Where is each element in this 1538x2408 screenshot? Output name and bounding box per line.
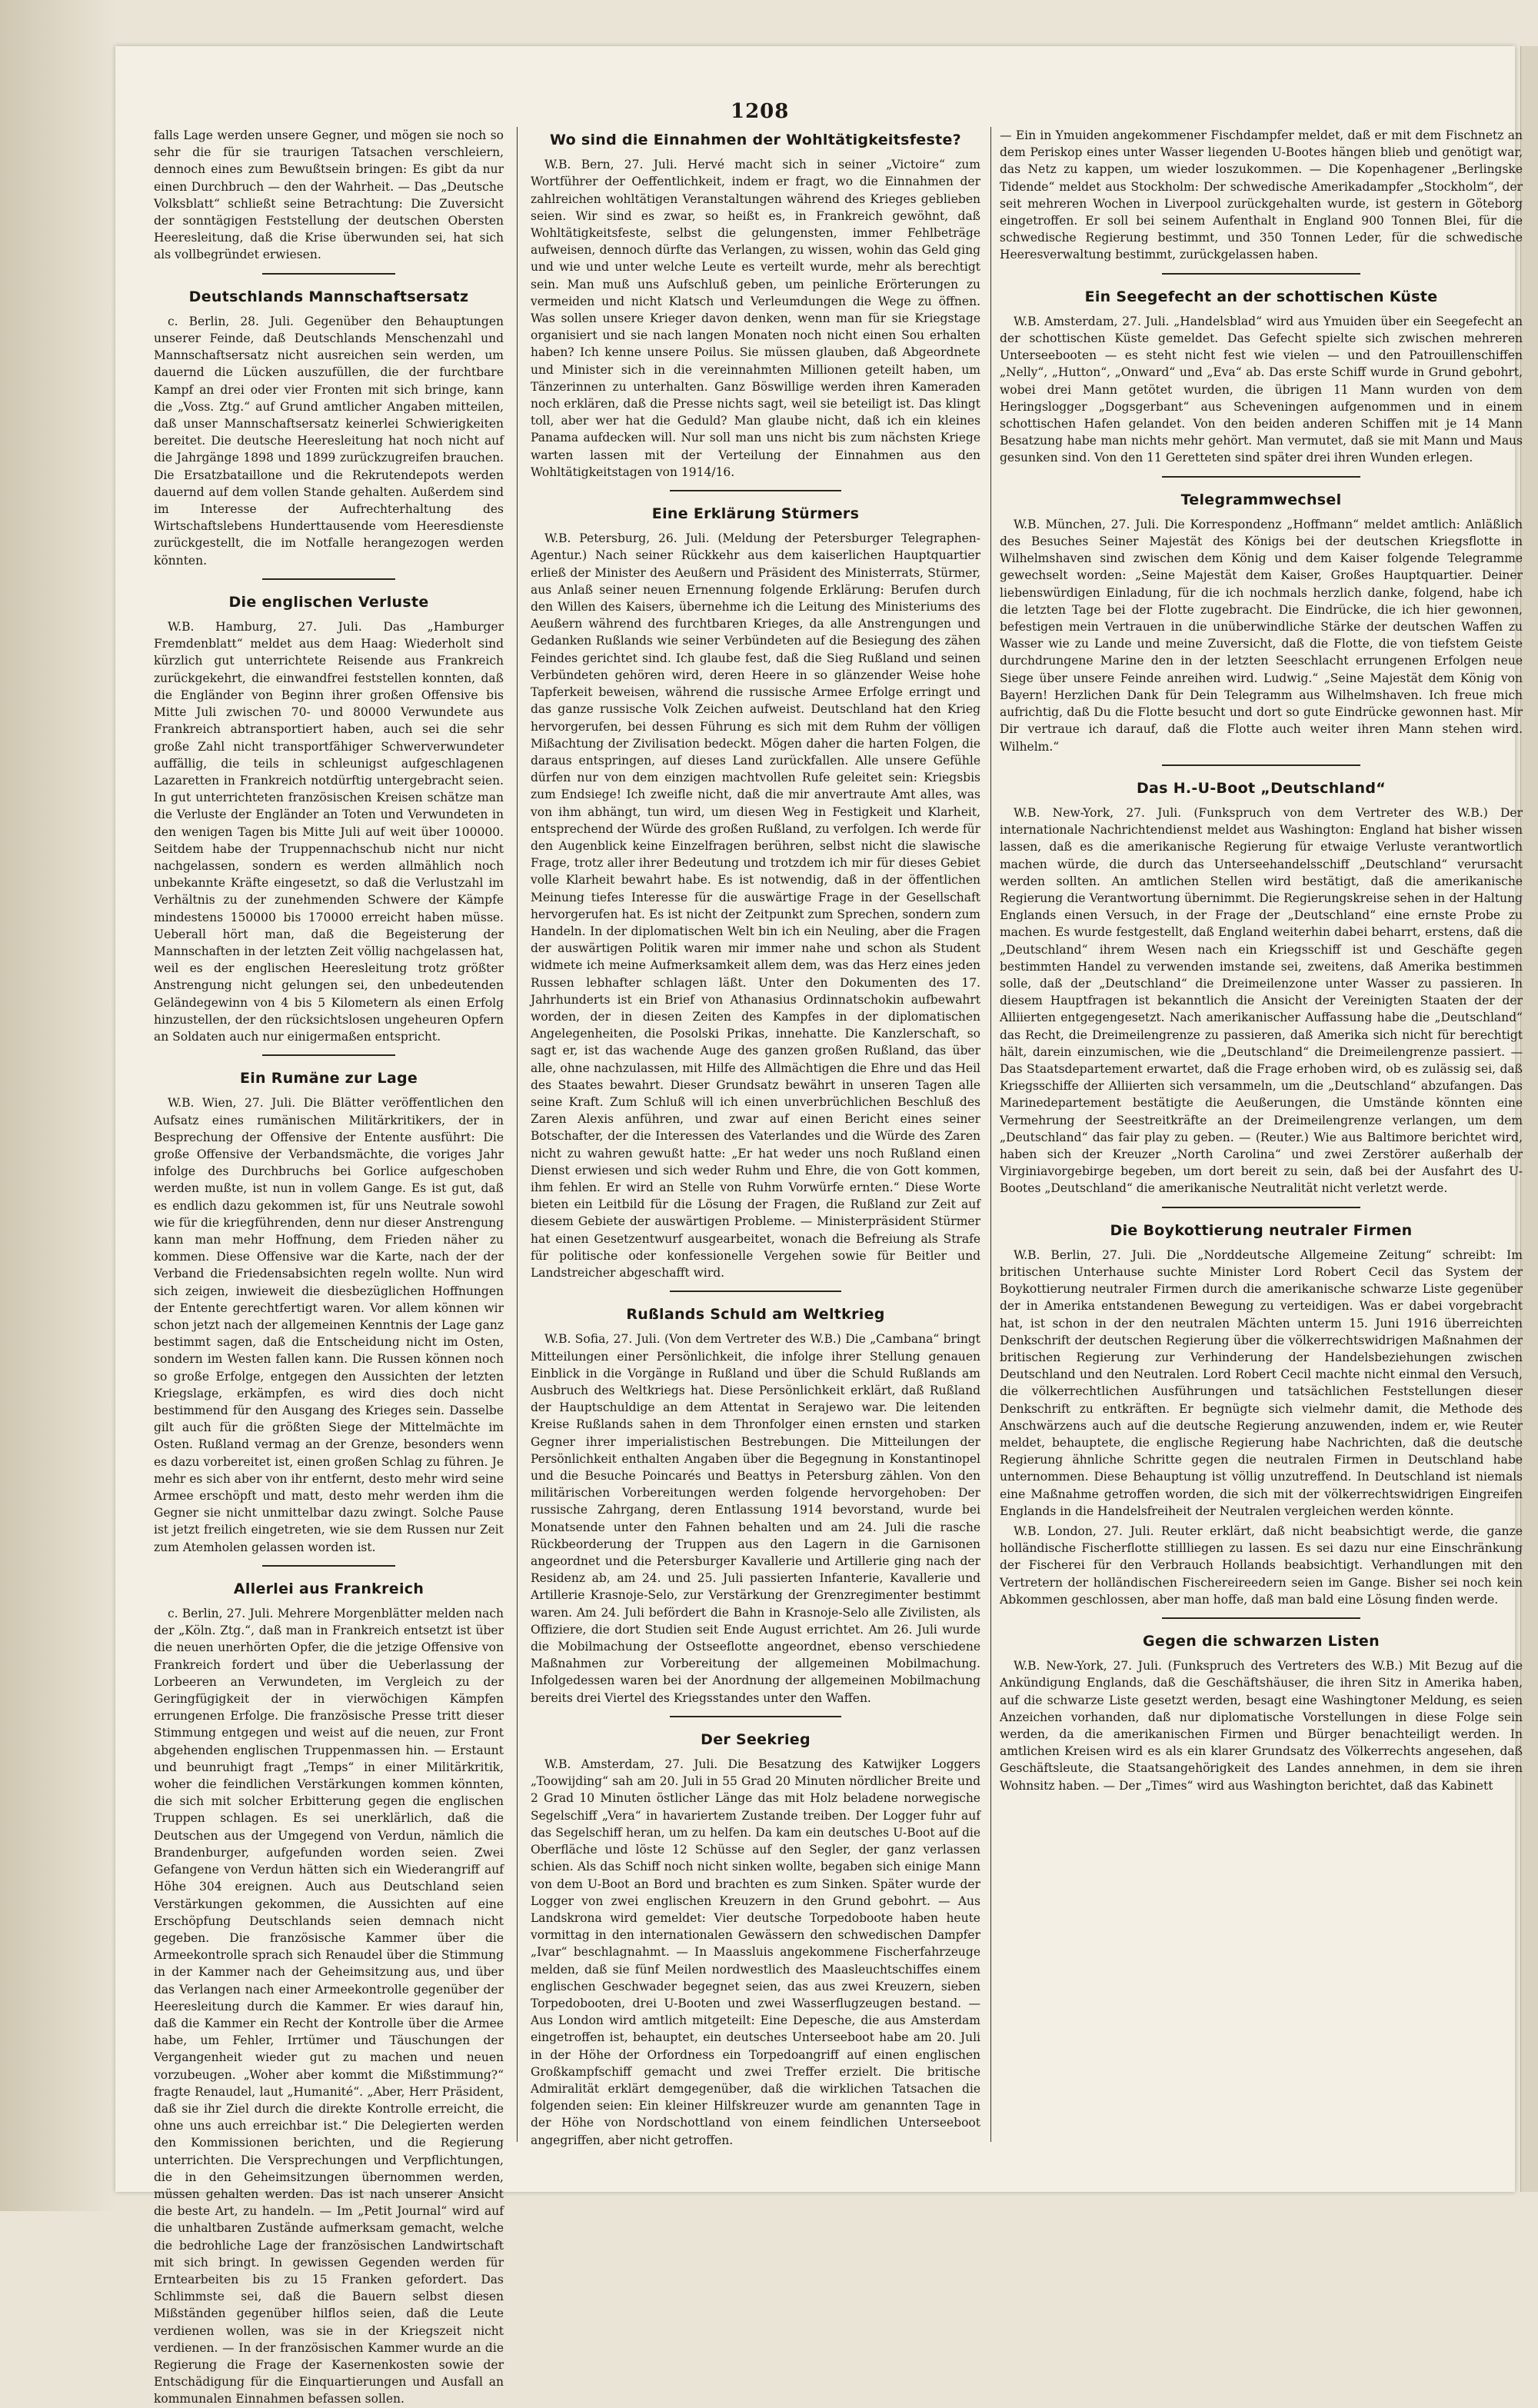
article-separator: [670, 1291, 841, 1292]
article-separator: [1162, 1207, 1360, 1208]
article-paragraph: W.B. Berlin, 27. Juli. Die „Norddeutsche Allgemeine Zeitung“ schreibt: Im britischen Unterhause suchte Minister Lord Robert Cecil das System der Boykottierung neutraler Firmen durch die amerikanische schwarze Liste gegenüber der in Amerika entstandenen Bewegung zu verteidigen. Was er dabei vorgebracht hat, ist schon in der den neutralen Mächten unterm 15. Juni 1916 überreichten Denkschrift der deutschen Regierung über die völkerrechtswidrigen Maßnahmen der britischen Regierung zur Verhinderung der Handelsbeziehungen zwischen Deutschland und den Neutralen. Lord Robert Cecil machte nicht einmal den Versuch, die völkerrechtlichen Ausführungen und tatsächlichen Feststellungen dieser Denkschrift zu entkräften. Er begnügte sich vielmehr damit, die Methode des Anschwärzens auch auf die deutsche Regierung anzuwenden, indem er, wie Reuter meldet, behauptete, die englische Regierung habe Nachrichten, daß die deutsche Regierung ähnliche Schritte gegen die neutralen Firmen in Deutschland habe unternommen. Diese Behauptung ist völlig unzutreffend. In Deutschland ist niemals eine Maßnahme getroffen worden, die sich mit der völkerrechtswidrigen Eingreifen Englands in die Handelsfreiheit der Neutralen vergleichen werden könnte.: [1000, 1247, 1523, 1518]
column-1: [154, 127, 504, 2406]
article-heading: Telegrammwechsel: [1180, 491, 1342, 508]
article-heading: Die englischen Verluste: [228, 593, 429, 611]
book-spine: [0, 0, 115, 2211]
article-paragraph: W.B. Amsterdam, 27. Juli. „Handelsblad“ wird aus Ymuiden über ein Seegefecht an der schottischen Küste gemeldet. Das Gefecht spielte sich zwischen mehreren Unterseebooten — es steht nicht fest wie vielen — und den Patrouillenschiffen „Nelly“, „Hutton“, „Onward“ und „Eva“ ab. Das erste Schiff wurde in Grund gebohrt, wobei drei Mann getötet wurden, die übrigen 11 Mann wurden von dem Heringslogger „Dogsgerbant“ aus Scheveningen aufgenommen und in einem schottischen Hafen gelandet. Von den beiden anderen Schiffen mit je 14 Mann Besatzung habe man nichts mehr gehört. Man vermutet, daß sie mit Mann und Maus gesunken sind. Von den 11 Geretteten sind später drei ihren Wunden erlegen.: [1000, 314, 1523, 465]
article-heading: Rußlands Schuld am Weltkrieg: [626, 1306, 885, 1324]
article-heading: Gegen die schwarzen Listen: [1143, 1633, 1380, 1650]
article-separator: [262, 578, 395, 580]
column-3: [1000, 127, 1523, 2142]
column-rule: [990, 127, 991, 2142]
article-paragraph: W.B. Amsterdam, 27. Juli. Die Besatzung des Katwijker Loggers „Toowijding“ sah am 20. Juli in 55 Grad 20 Minuten nördlicher Breite und 2 Grad 10 Minuten östlicher Länge das mit Holz beladene norwegische Segelschiff „Vera“ in havariertem Zustande treiben. Der Logger fuhr auf das Segelschiff heran, um zu helfen. Da kam ein deutsches U-Boot auf die Oberfläche und löste 12 Schüsse auf den Segler, der ganz verlassen schien. Als das Schiff noch nicht sinken wollte, begaben sich einige Mann von dem U-Boot an Bord und brachten es zum Sinken. Später wurde der Logger von zwei englischen Kreuzern in den Grund gebohrt. — Aus Landskrona wird gemeldet: Vier deutsche Torpedoboote haben heute vormittag in den internationalen Gewässern den schwedischen Dampfer „Ivar“ beschlagnahmt. — In Maassluis angekommene Fischerfahrzeuge melden, daß sie fünf Meilen nordwestlich des Maasleuchtschiffes einem englischen Geschwader begegnet seien, das aus zwei Kreuzern, sieben Torpedobooten, drei U-Booten und zwei Wasserflugzeugen bestand. — Aus London wird amtlich mitgeteilt: Eine Depesche, die aus Amsterdam eingetroffen ist, behauptet, ein deutsches Unterseeboot habe am 20. Juli in der Höhe der Orfordness ein Torpedoangriff auf einen englischen Großkampfschiff gemacht und zwei Treffer erzielt. Die britische Admiralität erklärt demgegenüber, daß die wirklichen Tatsachen die folgenden seien: Ein kleiner Hilfskreuzer wurde am genannten Tage in der Höhe von Nordschottland von einem feindlichen Unterseeboot angegriffen, aber nicht getroffen.: [531, 1757, 980, 2147]
article-paragraph: — Ein in Ymuiden angekommener Fischdampfer meldet, daß er mit dem Fischnetz an dem Periskop eines unter Wasser liegenden U-Bootes hängen blieb und genötigt war, das Netz zu kappen, um wieder loszukommen. — Die Kopenhagener „Berlingske Tidende“ meldet aus Stockholm: Der schwedische Amerikadampfer „Stockholm“, der seit mehreren Wochen in Liverpool zurückgehalten wurde, ist gestern in Göteborg eingetroffen. Er soll bei seinem Aufenthalt in England 900 Tonnen Blei, für die schwedische Regierung bestimmt, und 350 Tonnen Leder, für die schwedische Heeresverwaltung bestimmt, zurückgelassen haben.: [1000, 128, 1523, 262]
column-rule: [517, 127, 518, 2142]
column-2: [531, 127, 980, 2147]
article-separator: [670, 1716, 841, 1717]
article-paragraph: c. Berlin, 27. Juli. Mehrere Morgenblätter melden nach der „Köln. Ztg.“, daß man in Frankreich entsetzt ist über die neuen unerhörten Opfer, die die jetzige Offensive von Frankreich fordert und über die Ueberlassung der Lorbeeren an Verwundeten, im Vergleich zu der Geringfügigkeit der in vierwöchigen Kämpfen errungenen Erfolge. Die französische Presse tritt dieser Stimmung entgegen und weist auf die neuen, zur Front abgehenden englischen Truppenmassen hin. — Erstaunt und beunruhigt fragt „Temps“ in einer Militärkritik, woher die feindlichen Verstärkungen kommen könnten, die sich mit solcher Erbitterung gegen die englischen Truppen schlagen. Es sei unerklärlich, daß die Deutschen aus der Umgegend von Verdun, nämlich die Brandenburger, aufgefunden worden seien. Zwei Gefangene von Verdun hätten sich ein Wiederangriff auf Höhe 304 ereignen. Auch aus Deutschland seien Verstärkungen gekommen, die Aussichten auf eine Erschöpfung Deutschlands seien demnach nicht gegeben. Die französische Kammer über die Armeekontrolle sprach sich Renaudel über die Stimmung in der Kammer nach der Geheimsitzung aus, und über das Verlangen nach einer Armeekontrolle gegenüber der Heeresleitung durch die Kammer. Er wies darauf hin, daß die Kammer ein Recht der Kontrolle über die Armee habe, um Fehler, Irrtümer und Täuschungen der Vergangenheit wieder gut zu machen und neuen vorzubeugen. „Woher aber kommt die Mißstimmung?“ fragte Renaudel, laut „Humanité“. „Aber, Herr Präsident, daß sie ihr Ziel durch die direkte Kontrolle erreicht, die ohne uns auch erreichbar ist.“ Die Delegierten werden den Kommissionen berichten, und die Regierung unterrichten. Die Versprechungen und Verpflichtungen, die in den Geheimsitzungen übernommen werden, müssen gehalten werden. Das ist nach unserer Ansicht die beste Art, zu handeln. — Im „Petit Journal“ wird auf die unhaltbaren Zustände aufmerksam gemacht, welche die bedrohliche Lage der französischen Landwirtschaft mit sich bringt. In gewissen Gegenden werden für Erntearbeiten bis zu 15 Franken gefordert. Das Schlimmste sei, daß die Bauern selbst diesen Mißständen gegenüber hilflos seien, daß die Leute verdienen wollen, was sie in der Kriegszeit nicht verdienen. — In der französischen Kammer wurde an die Regierung die Frage der Kasernenkosten sowie der Entschädigung für die Einquartierungen und Ausfall an kommunalen Einnahmen befassen sollen.: [154, 1607, 504, 2406]
article-heading: Allerlei aus Frankreich: [233, 1580, 424, 1597]
article-separator: [262, 273, 395, 275]
article-paragraph: W.B. Wien, 27. Juli. Die Blätter veröffentlichen den Aufsatz eines rumänischen Militärkritikers, der in Besprechung der Offensive der Entente ausführt: Die große Offensive der Verbandsmächte, die voriges Jahr infolge des Durchbruchs bei Gorlice aufgeschoben werden mußte, ist nun in vollem Gange. Es ist gut, daß es endlich dazu gekommen ist, für uns Neutrale sowohl wie für die kriegführenden, denn nur dieser Anstrengung kann man mehr Hoffnung, dem Frieden näher zu kommen. Diese Offensive war die Karte, nach der der Verband die Friedensabsichten regeln wollte. Nun wird sich zeigen, inwieweit die diesbezüglichen Hoffnungen der Entente gerechtfertigt waren. Vor allem können wir schon jetzt nach der allgemeinen Kenntnis der Lage ganz bestimmt sagen, daß die Entscheidung nicht im Osten, sondern im Westen fallen kann. Die Russen können noch so große Erfolge, entgegen den Aussichten der letzten Kriegslage, erkämpfen, es wird dies doch nicht bestimmend für den Ausgang des Krieges sein. Dasselbe gilt auch für die größten Siege der Mittelmächte im Osten. Rußland vermag an der Grenze, besonders wenn es dazu vorbereitet ist, einen großen Schlag zu führen. Je mehr es sich aber von ihr entfernt, desto mehr wird seine Armee erschöpft und matt, desto mehr werden ihm die Gegner sie nicht unmittelbar dazu zwingt. Solche Pause ist jetzt freilich eingetreten, wie sie dem Russen nur Zeit zum Atemholen gelassen worden ist.: [154, 1096, 504, 1554]
article-separator: [1162, 476, 1360, 478]
article-heading: Die Boykottierung neutraler Firmen: [1110, 1221, 1413, 1239]
article-heading: Deutschlands Mannschaftsersatz: [188, 288, 469, 305]
article-paragraph: W.B. New-York, 27. Juli. (Funkspruch des Vertreters des W.B.) Mit Bezug auf die Ankündigung Englands, daß die Geschäftshäuser, die ihren Sitz in Amerika haben, auf die schwarze Liste gesetzt werden, besagt eine Washingtoner Meldung, es seien Anzeichen vorhanden, daß nur diplomatische Vorstellungen in diese Folge sein werden, da die amerikanischen Firmen und Bürger benachteiligt werden. In amtlichen Kreisen wird es als ein klarer Grundsatz des Völkerrechts angesehen, daß Geschäftsleute, die Staatsangehörigkeit des Landes annehmen, in dem sie ihren Wohnsitz haben. — Der „Times“ wird aus Washington berichtet, daß das Kabinett: [1000, 1659, 1523, 1793]
article-paragraph: W.B. München, 27. Juli. Die Korrespondenz „Hoffmann“ meldet amtlich: Anläßlich des Besuches Seiner Majestät des Königs bei der deutschen Kriegsflotte in Wilhelmshaven sind zwischen dem König und dem Kaiser folgende Telegramme gewechselt worden: „Seine Majestät dem Kaiser, Großes Hauptquartier. Deiner liebenswürdigen Einladung, für die ich nochmals herzlich danke, folgend, habe ich die letzten Tage bei der Flotte zugebracht. Die Eindrücke, die ich hier gewonnen, befestigen mein Vertrauen in die unüberwindliche Stärke der deutschen Waffen zu Wasser wie zu Lande und meine Zuversicht, daß die Flotte, die von tiefstem Geiste durchdrungene Marine den in der letzten Seeschlacht errungenen Erfolgen neue Siege über unsere Feinde anreihen wird. Ludwig.“ „Seine Majestät dem König von Bayern! Herzlichen Dank für Dein Telegramm aus Wilhelmshaven. Ich freue mich aufrichtig, daß Du die Flotte besucht und dort so gute Eindrücke gewonnen hast. Mir Dir vertraue ich darauf, daß die Flotte auch weiter ihren Mann stehen wird. Wilhelm.“: [1000, 517, 1523, 754]
article-heading: Eine Erklärung Stürmers: [651, 505, 860, 523]
article-heading: Das H.-U-Boot „Deutschland“: [1136, 779, 1387, 797]
article-separator: [1162, 273, 1360, 275]
page-number: 1208: [731, 100, 790, 123]
article-separator: [262, 1565, 395, 1567]
article-heading: Der Seekrieg: [701, 1730, 811, 1748]
article-paragraph: W.B. New-York, 27. Juli. (Funkspruch von dem Vertreter des W.B.) Der internationale Nachrichtendienst meldet aus Washington: England hat bisher wissen lassen, daß es die amerikanische Regierung für etwaige Verluste verantwortlich machen würde, die durch das Unterseehandelsschiff „Deutschland“ verursacht werden sollten. An amtlichen Stellen wird bestätigt, daß die amerikanische Regierung die Verantwortung übernimmt. Die Regierungskreise sehen in der Haltung Englands einen Versuch, in der Frage der „Deutschland“ eine ernste Probe zu machen. Es wurde festgestellt, daß England weiterhin dabei beharrt, erstens, daß die „Deutschland“ ihrem Wesen nach ein Kriegsschiff ist und Geschäfte gegen bestimmten Handel zu verwenden imstande sei, zweitens, daß Amerika bestimmen solle, daß der „Deutschland“ die Dreimeilenzone unter Wasser zu passieren. In diesem Hauptfragen ist bekanntlich die Ansicht der Vereinigten Staaten der der Alliierten entgegengesetzt. Nach amerikanischer Auffassung habe die „Deutschland“ das Recht, die Dreimeilengrenze zu passieren, daß Amerika sich nicht für berechtigt hält, darein einzumischen, wie die „Deutschland“ die Dreimeilengrenze passiert. — Das Staatsdepartement erwartet, daß die Frage erhoben wird, ob es zulässig sei, daß Kriegsschiffe der Alliierten sich versammeln, um die „Deutschland“ abzufangen. Das Marinedepartement bestätigte die Aeußerungen, die Umstände könnten eine Vermehrung der Seestreitkräfte an der Dreimeilengrenze verlangen, um dem „Deutschland“ das fair play zu geben. — (Reuter.) Wie aus Baltimore berichtet wird, haben sich der Kreuzer „North Carolina“ und zwei Zerstörer außerhalb der Virginiavorgebirge begeben, um dort bereit zu sein, daß bei der Ausfahrt des U-Bootes „Deutschland“ die amerikanische Neutralität nicht verletzt werde.: [1000, 805, 1523, 1196]
article-heading: Ein Rumäne zur Lage: [239, 1070, 418, 1087]
article-separator: [262, 1054, 395, 1056]
article-paragraph: W.B. Hamburg, 27. Juli. Das „Hamburger Fremdenblatt“ meldet aus dem Haag: Wiederholt sind kürzlich gut unterrichtete Reisende aus Frankreich zurückgekehrt, die einwandfrei feststellen konnten, daß die Engländer von Beginn ihrer großen Offensive bis Mitte Juli zwischen 70- und 80000 Verwundete aus Frankreich abtransportiert haben, auch sei die sehr große Zahl nicht transportfähiger Schwerverwundeter auffällig, die teils in schleunigst aufgeschlagenen Lazaretten in Frankreich notdürftig untergebracht seien. In gut unterrichteten französischen Kreisen schätze man die Verluste der Engländer an Toten und Verwundeten in den wenigen Tagen bis Mitte Juli auf weit über 100000. Seitdem habe der Truppennachschub nicht nur nicht nachgelassen, sondern es werden allmählich noch unbekannte Kräfte eingesetzt, so daß die Verlustzahl im Verhältnis zu der zunehmenden Schwere der Kämpfe mindestens 150000 bis 170000 erreicht haben müsse. Ueberall hört man, daß die Begeisterung der Mannschaften in der letzten Zeit völlig nachgelassen hat, weil es der englischen Heeresleitung trotz größter Anstrengung nicht gelungen sei, den unbedeutenden Geländegewinn von 4 bis 5 Kilometern als einen Erfolg hinzustellen, der den rücksichtslosen ungeheuren Opfern an Soldaten auch nur einigermaßen entspricht.: [154, 620, 504, 1044]
article-paragraph: W.B. Petersburg, 26. Juli. (Meldung der Petersburger Telegraphen-Agentur.) Nach seiner Rückkehr aus dem kaiserlichen Hauptquartier erließ der Minister des Aeußern und Präsident des Ministerrats, Stürmer, aus Anlaß seiner neuen Ernennung folgende Erklärung: Berufen durch den Willen des Kaisers, übernehme ich die Leitung des Ministeriums des Aeußern während des furchtbaren Krieges, da alle Anstrengungen und Gedanken Rußlands wie seiner Verbündeten auf die Besiegung des zähen Feindes gerichtet sind. Ich glaube fest, daß die Sieg Rußland und seinen Verbündeten gehören wird, deren Heere in so glänzender Weise hohe Tapferkeit beweisen, während die russische Armee Erfolge erringt und das ganze russische Volk Zeichen aufweist. Deutschland hat den Krieg hervorgerufen, bei dessen Führung es sich mit dem Ruhm der völligen Mißachtung der Zivilisation bedeckt. Mögen daher die harten Folgen, die daraus entspringen, auf dieses Land zurückfallen. Alle unsere Gefühle dürfen nur von dem einzigen machtvollen Rufe geleitet sein: Kriegsbis zum Endsiege! Ich zweifle nicht, daß die mir anvertraute Amt alles, was von ihm abhängt, tun wird, um diesen Weg in Festigkeit und Klarheit, entsprechend der Würde des großen Rußland, zu verfolgen. Ich werde für den Augenblick keine Einzelfragen berühren, selbst nicht die slawische Frage, trotz aller ihrer Bedeutung und trotzdem ich mir für dieses Gebiet volle Klarheit bewahrt habe. Es ist notwendig, daß in der öffentlichen Meinung tiefes Interesse für die auswärtige Frage in der Gesellschaft hervorgerufen hat. Es ist nicht der Zeitpunkt zum Sprechen, sondern zum Handeln. In der diplomatischen Welt bin ich ein Neuling, aber die Fragen der auswärtigen Politik waren mir immer nahe und schon als Student widmete ich meine Aufmerksamkeit allem dem, was das Herz eines jeden Russen lebhafter schlagen läßt. Unter den Dokumenten des 17. Jahrhunderts ist ein Brief von Athanasius Ordinnatschokin aufbewahrt worden, der in diesen Zeiten des Kampfes in der diplomatischen Angelegenheiten, die Posolski Prikas, innehatte. Die Kanzlerschaft, so sagt er, ist das wachende Auge des ganzen großen Rußland, das über alle, ohne nachzulassen, mit Hilfe des Allmächtigen die Ehre und das Heil des Staates bewahrt. Dieser Grundsatz bewährt in unseren Tagen alle seine Kraft. Zum Schluß will ich einen unverbrüchlichen Beschluß des Zaren Alexis anführen, und zwar auf einen Bericht eines seiner Botschafter, der die Interessen des Vaterlandes und die Würde des Zaren nicht zu wahren gewußt hatte: „Er hat weder uns noch Rußland einen Dienst erwiesen und sich weder Ruhm und Ehre, die von Gott kommen, ihm fehlen. Er wird an Stelle von Ruhm Vorwürfe ernten.“ Diese Worte bieten ein Leitbild für die Lösung der Fragen, die Rußland zur Zeit auf diesem Gebiete der auswärtigen Probleme. — Ministerpräsident Stürmer hat einen Gesetzentwurf ausgearbeitet, wonach die Befreiung als Strafe für politische oder konfessionelle Vergehen sowie für Beitler und Landstreicher abgeschafft wird.: [531, 531, 980, 1280]
article-paragraph: W.B. London, 27. Juli. Reuter erklärt, daß nicht beabsichtigt werde, die ganze holländische Fischerflotte stillliegen zu lassen. Es sei dazu nur eine Einschränkung der Fischerei für den Verbrauch Hollands beabsichtigt. Verhandlungen mit den Vertretern der holländischen Fischereireedern seien im Gange. Bisher sei noch kein Abkommen geschlossen, aber man hoffe, daß man bald eine Lösung finden werde.: [1000, 1524, 1523, 1607]
article-separator: [1162, 764, 1360, 766]
article-separator: [1162, 1617, 1360, 1619]
article-paragraph: falls Lage werden unsere Gegner, und mögen sie noch so sehr die für sie traurigen Tatsachen verschleiern, dennoch eines zum Bewußtsein bringen: Es gibt da nur einen Durchbruch — den der Wahrheit. — Das „Deutsche Volksblatt“ schließt seine Betrachtung: Die Zuversicht der sonntägigen Feststellung der deutschen Obersten Heeresleitung, daß die Krise überwunden sei, hat sich als vollbegründet erwiesen.: [154, 128, 504, 262]
article-paragraph: W.B. Sofia, 27. Juli. (Von dem Vertreter des W.B.) Die „Cambana“ bringt Mitteilungen einer Persönlichkeit, die infolge ihrer Stellung genauen Einblick in die Vorgänge in Rußland und über die Schuld Rußlands am Ausbruch des Weltkriegs hat. Diese Persönlichkeit erklärt, daß Rußland der Hauptschuldige an dem Attentat in Serajewo war. Die leitenden Kreise Rußlands sahen in dem Thronfolger einen ernsten und starken Gegner ihrer imperialistischen Bestrebungen. Die Mitteilungen der Persönlichkeit enthalten Angaben über die Begegnung in Konstantinopel und die Besuche Poincarés und Beattys in Petersburg zählen. Von den militärischen Vorbereitungen werden folgende hervorgehoben: Der russische Zahrgang, deren Entlassung 1914 bevorstand, wurde bei Monatsende unter den Fahnen behalten und am 24. Juli die rasche Rückbeorderung der Truppen aus den Lagern in die Garnisonen angeordnet und die Petersburger Kavallerie und Artillerie ging nach der Residenz ab, am 24. und 25. Juli passierten Infanterie, Kavallerie und Artillerie Krasnoje-Selo, zur Verstärkung der Grenzregimenter bestimmt waren. Am 24. Juli befördert die Bahn in Krasnoje-Selo alle Zivilisten, als Offiziere, die dort Studien seit Ende August errichtet. Am 26. Juli wurde die Mobilmachung der Ostseeflotte angeordnet, ebenso verschiedene Maßnahmen zur Vorbereitung der allgemeinen Mobilmachung. Infolgedessen waren bei der Anordnung der allgemeinen Mobilmachung bereits drei Viertel des Kriegsstandes unter den Waffen.: [531, 1332, 980, 1705]
article-paragraph: c. Berlin, 28. Juli. Gegenüber den Behauptungen unserer Feinde, daß Deutschlands Menschenzahl und Mannschaftsersatz nicht ausreichen sein werden, um dauernd die Lücken auszufüllen, die der furchtbare Kampf an drei oder vier Fronten mit sich bringe, kann die „Voss. Ztg.“ auf Grund amtlicher Angaben mitteilen, daß unser Mannschaftsersatz keinerlei Schwierigkeiten bereitet. Die deutsche Heeresleitung hat noch nicht auf die Jahrgänge 1898 und 1899 zurückzugreifen brauchen. Die Ersatzbataillone und die Rekrutendepots werden dauernd auf dem vollen Stande gehalten. Außerdem sind im Interesse der Aufrechterhaltung des Wirtschaftslebens Hunderttausende vom Heeresdienste zurückgestellt, die im Notfalle herangezogen werden könnten.: [154, 314, 504, 568]
article-heading: Ein Seegefecht an der schottischen Küste: [1084, 288, 1438, 305]
article-separator: [670, 490, 841, 491]
article-paragraph: W.B. Bern, 27. Juli. Hervé macht sich in seiner „Victoire“ zum Wortführer der Oeffentlichkeit, indem er fragt, wo die Einnahmen der zahlreichen wohltätigen Veranstaltungen während des Krieges geblieben seien. Wir sind es zwar, so heißt es, in Frankreich gewöhnt, daß Wohltätigkeitsfeste, selbst die gelungensten, immer Fehlbeträge aufweisen, dennoch dürfte das Verlangen, zu wissen, wohin das Geld ging und wie und unter welche Leute es verteilt wurde, mehr als berechtigt sein. Man muß uns Aufschluß geben, um peinliche Erörterungen zu vermeiden und nicht Klatsch und Verleumdungen die Wege zu öffnen. Was sollen unsere Krieger davon denken, wenn man für sie Kriegstage organisiert und sie nach langen Monaten noch nicht einen Sou erhalten haben? Ich kenne unsere Poilus. Sie müssen glauben, daß Abgeordnete und Minister sich in die vereinnahmten Millionen geteilt haben, um Tänzerinnen zu unterhalten. Ganz Böswillige werden ihren Kameraden noch erklären, daß die Presse nichts sagt, weil sie beteiligt ist. Das klingt toll, aber wer hat die Geduld? Man glaube nicht, daß ich ein kleines Panama aufdecken will. Nur soll man uns nicht bis zum nächsten Kriege warten lassen mit der Verteilung der Einnahmen aus den Wohltätigkeitstagen von 1914/16.: [531, 158, 980, 479]
adjacent-page-edge: [1520, 46, 1538, 2192]
article-heading: Wo sind die Einnahmen der Wohltätigkeitsfeste?: [550, 132, 961, 148]
